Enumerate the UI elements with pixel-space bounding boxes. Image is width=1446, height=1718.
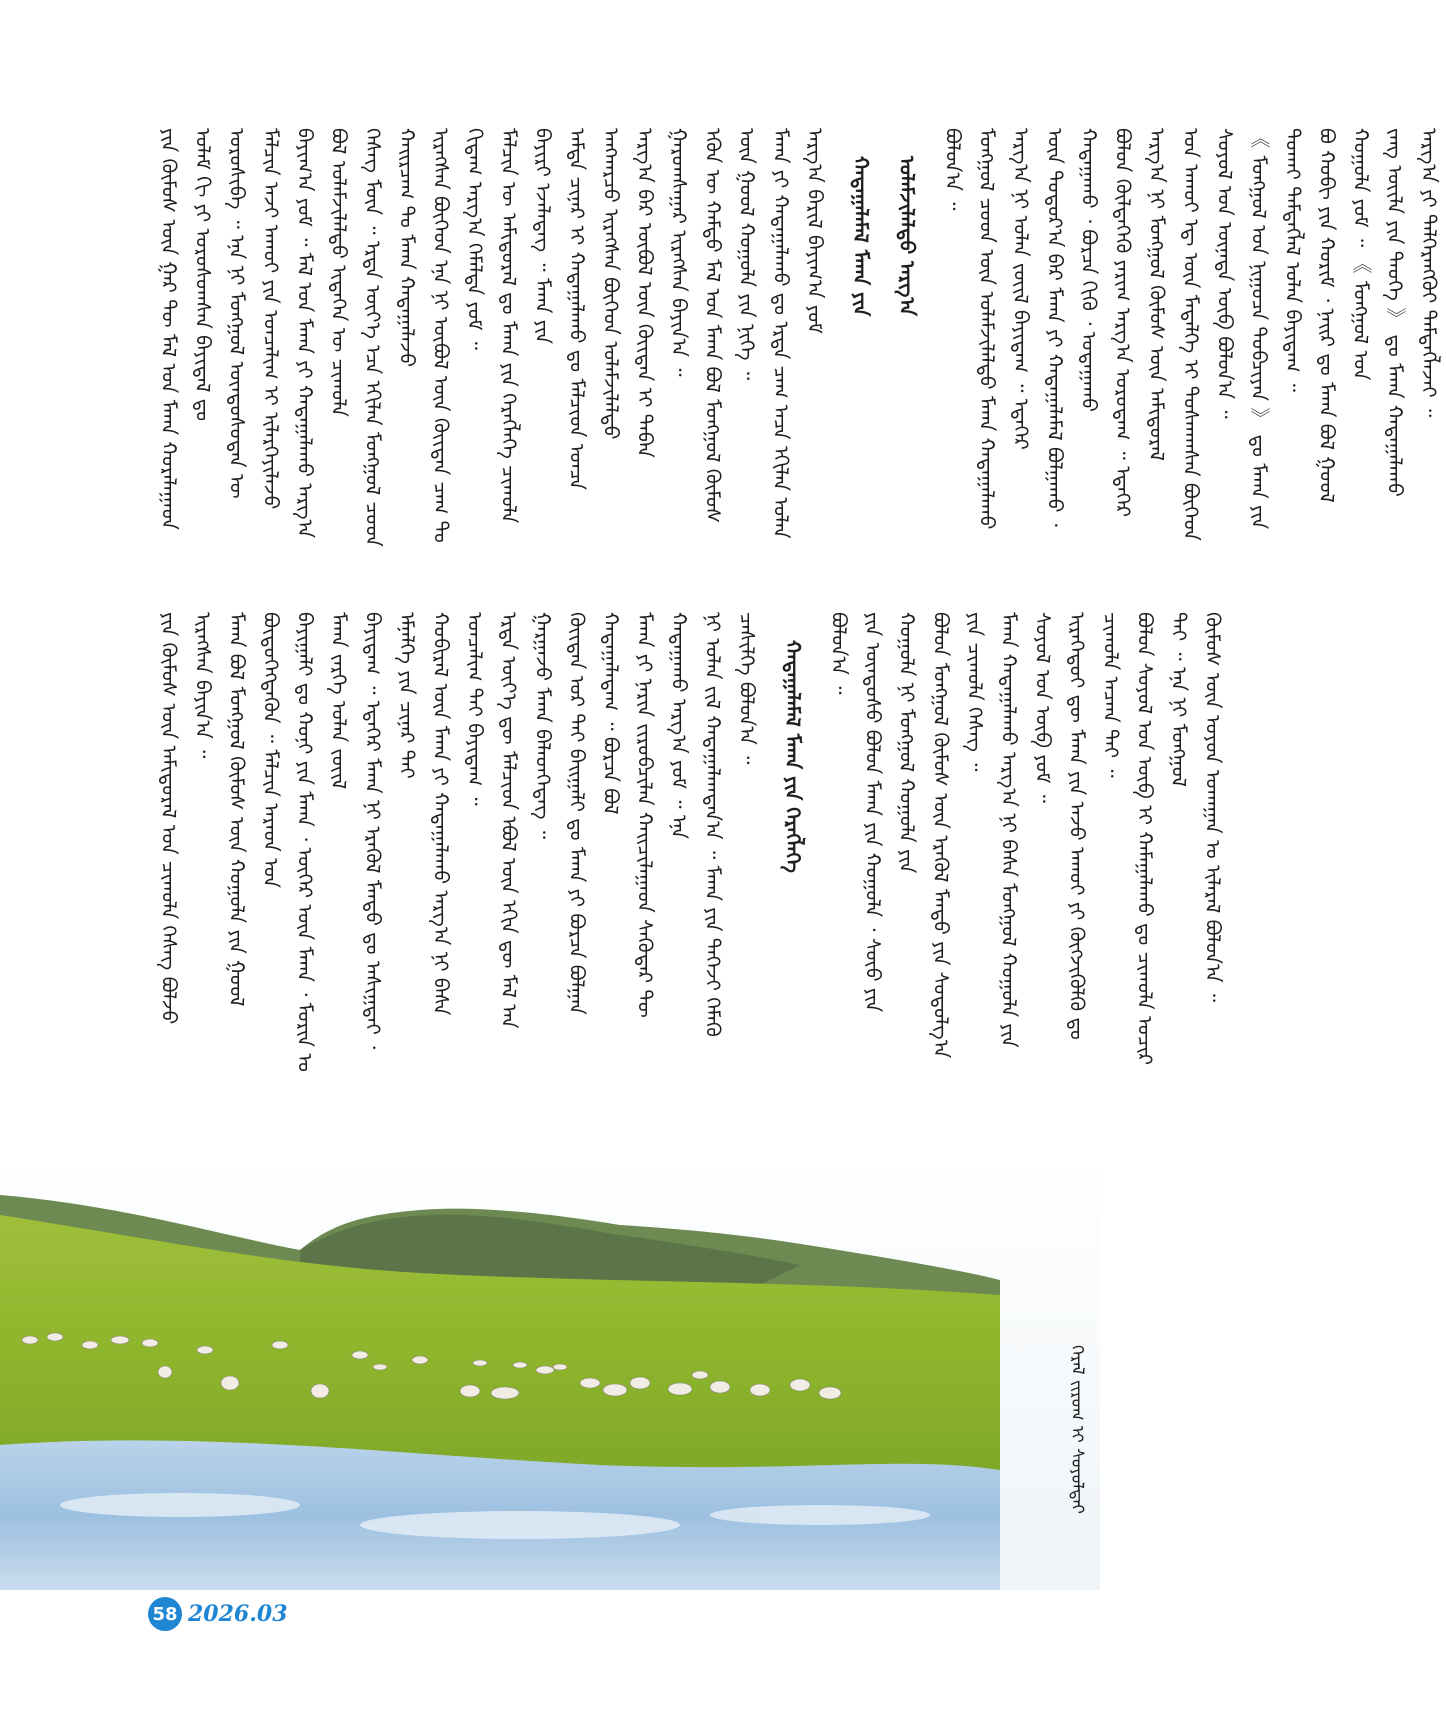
text-line: ᠨᠢ ᠣᠯᠠᠨ ᠵᠢᠯ ᠬᠠᠳᠠᠭᠠᠯᠠᠭᠳᠠᠨ᠎ᠠ ᠃ ᠮᠠᠬᠠ ᠶᠢᠨ ᠳᠡᠭᠡᠵᠢ ᠬᠡᠮᠡᠬᠦ ᠴᠡᠰᠢᠯᠭᠡ ᠪᠣᠯᠤᠨ᠎ᠠ ᠃ [701,612,759,1037]
text-line: ᠮᠠᠬᠠ ᠶᠢ ᠬᠠᠳᠠᠭᠠᠯᠠᠬᠤ ᠳᠤ ᠡᠷᠲᠡ ᠴᠠᠭ ᠠᠴᠠ ᠡᠬᠢᠯᠡᠨ ᠣᠯᠠᠨ ᠠᠷᠭ᠎ᠠ ᠪᠠᠷᠢᠯ ᠪᠠᠶᠢᠭ᠎ᠠ ᠶᠤᠮ [769,128,827,539]
text-line: ᠬᠦᠮᠦᠰ ᠦᠨ ᠣᠶᠤᠨ ᠤᠬᠠᠭᠠᠨ ᠤ ᠢᠯᠡᠷᠡᠯ ᠪᠣᠯᠤᠨ᠎ᠠ ᠃ [1201,612,1225,1003]
text-line: ᠪᠣᠯᠤᠨ᠎ᠠ ᠃ [827,612,851,695]
text-line: ᠮᠠᠬᠠ ᠪᠣᠯ ᠮᠣᠩᠭᠣᠯ ᠬᠦᠮᠦᠰ ᠦᠨ ᠬᠣᠭᠣᠯᠠ ᠶᠢᠨ ᠭᠣᠣᠯ ᠪᠦᠲᠦᠭᠡᠭᠳᠡᠬᠦᠨ ᠃ ᠮᠠᠯᠴᠢᠨ ᠠᠷᠠᠳ ᠤᠨ [225,612,283,1007]
text-line: ᠬᠡᠰᠡᠭ ᠮᠥᠨ ᠃ ᠡᠷᠲᠡ ᠦᠶ᠎ᠡ ᠡᠴᠡ ᠡᠬᠢᠯᠡᠨ ᠮᠣᠩᠭᠣᠯ ᠴᠤᠳ ᠬᠠᠢᠷᠴᠠᠭ ᠲᠤ ᠮᠠᠬᠠ ᠬᠠᠳᠠᠭᠠᠯᠠᠵᠤ [361,128,419,547]
text-line: ᠶᠢᠨ ᠬᠦᠮᠦᠰ ᠦᠨ ᠠᠮᠢᠳᠤᠷᠠᠯ ᠤᠨ ᠴᠢᠬᠤᠯᠠ ᠬᠡᠰᠡᠭ ᠪᠣᠯᠵᠤ ᠢᠷᠡᠭᠰᠡᠨ ᠪᠠᠶᠢᠨ᠎ᠠ ᠃ [157,612,215,1025]
text-line: ᠢᠷᠡᠭᠡᠳᠦᠢ ᠳᠦ ᠮᠠᠬᠠ ᠶᠢᠨ ᠠᠵᠤ ᠠᠬᠤᠢ ᠶᠢ ᠬᠥᠭᠵᠢᠭᠦᠯᠬᠦ ᠳᠤ ᠴᠢᠬᠤᠯᠠ ᠠᠴᠬᠠ ᠲᠠᠢ ᠃ [1065,612,1123,1040]
page-number-badge: 58 [148,1597,182,1631]
text-line: ᠪᠣᠯᠤᠨ᠎ᠠ ᠃ [941,128,965,211]
text-line: ᠣᠷᠣᠰᠢᠪᠠ ᠃ ᠡᠨᠡ ᠨᠢ ᠮᠣᠩᠭᠣᠯ ᠦᠨᠳᠦᠰᠦᠲᠡᠨ ᠦ ᠮᠠᠯᠴᠢᠨ ᠠᠵᠢ ᠠᠬᠤᠢ ᠶᠢᠨ ᠣᠨᠴᠠᠯᠢᠭ ᠢ ᠢᠯᠡᠷᠬᠡᠶᠢᠯᠡᠵᠦ [225,128,283,510]
text-line: ᠦᠨ ᠳᠣᠲᠣᠷ᠎ᠠ ᠪᠠᠷ ᠮᠠᠬᠠ ᠶᠢ ᠬᠠᠳᠠᠭᠠᠯᠠᠮᠠᠯ ᠪᠣᠯᠭᠠᠬᠤ ᠂ ᠬᠠᠲᠠᠭᠠᠬᠤ ᠂ ᠪᠣᠷᠴᠠ ᠬᠢᠬᠦ ᠂ ᠤᠲᠠᠭᠠᠬᠤ [1043,128,1101,527]
text-line: ᠮᠣᠩᠭᠣᠯ ᠴᠤᠳ ᠦᠨ ᠤᠯᠠᠮᠵᠢᠯᠠᠯᠳᠤ ᠮᠠᠬᠠ ᠬᠠᠳᠠᠭᠠᠯᠠᠬᠤ ᠠᠷᠭ᠎ᠠ ᠨᠢ ᠣᠯᠠᠨ ᠵᠦᠢᠯ ᠪᠠᠶᠢᠳᠠᠭ ᠃ ᠡᠳᠡᠭᠡᠷ [975,128,1033,530]
issue-label: 2026.03 [188,1601,288,1627]
text-line: ᠮᠠᠯᠴᠢᠨ ᠦ ᠠᠮᠢᠳᠤᠷᠠᠯ ᠳᠤ ᠮᠠᠬᠠ ᠶᠢᠨ ᠬᠡᠷᠡᠭᠯᠡᠭᠡ ᠴᠢᠬᠤᠯᠠ ᠪᠠᠶᠢᠷᠢ ᠡᠵᠡᠯᠡᠳᠡᠭ ᠃ ᠮᠠᠬᠠ ᠶᠢᠨ [497,128,555,524]
page-footer [148,1594,288,1634]
section-heading: ᠤᠯᠠᠮᠵᠢᠯᠠᠯᠳᠤ ᠠᠷᠭ᠎ᠠ [895,156,919,316]
text-line: ᠤᠨ ᠠᠬᠤᠢ ᠡᠳ᠋ ᠦᠨ ᠮᠡᠳᠡᠯᠭᠡ ᠢ ᠲᠤᠰᠬᠠᠭᠰᠠᠨ ᠪᠥᠭᠡᠳ ᠰᠣᠶᠣᠯ ᠤᠨ ᠦᠨᠡᠲᠡ ᠥᠪ ᠪᠣᠯᠤᠨ᠎ᠠ ᠃ [1179,128,1237,541]
text-line: ᠠᠮᠲᠠ ᠴᠢᠨᠠᠷ ᠢ ᠬᠠᠳᠠᠭᠠᠯᠠᠬᠤ ᠳᠤ ᠮᠠᠯᠴᠢᠳ ᠣᠨᠴᠠ ᠠᠩᠬᠠᠷᠴᠤ ᠢᠷᠡᠭᠰᠡᠨ ᠪᠥᠭᠡᠳ ᠤᠯᠠᠮᠵᠢᠯᠠᠯᠳᠤ [565,128,623,490]
photo-credit: ᠭᠡᠷᠡᠯ ᠵᠢᠷᠤᠭ ᠢ ᠰᠣᠶᠣᠯᠳᠠᠢ [1067,1345,1087,1514]
section-heading: ᠬᠠᠳᠠᠭᠠᠯᠠᠮᠠᠯ ᠮᠠᠬᠠ ᠶᠢᠨ [849,156,873,317]
text-line: ᠪᠣᠯᠤᠨ ᠰᠣᠶᠣᠯ ᠤᠨ ᠥᠪ ᠢ ᠬᠠᠮᠠᠭᠠᠯᠠᠬᠤ ᠳᠤ ᠴᠢᠬᠤᠯᠠ ᠤᠴᠢᠷ ᠲᠠᠢ ᠃ ᠡᠨᠡ ᠨᠢ ᠮᠣᠩᠭᠣᠯ [1133,612,1191,1066]
text-line: ᠪᠠᠶᠢᠳᠠᠭ ᠃ ᠡᠳᠡᠭᠡᠷ ᠮᠠᠬᠠ ᠨᠢ ᠡᠷᠡᠭᠦᠯ ᠮᠡᠨᠳᠦ ᠳᠤ ᠠᠰᠢᠭ᠋ᠲᠠᠢ ᠂ ᠡᠮᠨᠡᠯᠭᠡ ᠶᠢᠨ ᠴᠢᠨᠠᠷ ᠲᠠᠢ [361,612,419,1050]
text-line: ᠵᠠᠩ ᠦᠢᠯᠡ ᠶᠢᠨ ᠲᠡᠦᠬᠡ 》 ᠳᠤ ᠮᠠᠬᠠ ᠬᠠᠳᠠᠭᠠᠯᠠᠬᠤ ᠠᠷᠭ᠎ᠠ ᠶᠢ ᠳᠡᠯᠭᠡᠷᠡᠩᠭᠦᠢ ᠲᠡᠮᠳᠡᠭᠯᠡᠵᠡᠢ ᠃ [1383,128,1441,497]
text-line: ᠪᠣᠯᠤᠨ ᠮᠣᠩᠭᠣᠯ ᠬᠦᠮᠦᠰ ᠦᠨ ᠡᠷᠡᠭᠦᠯ ᠮᠡᠨᠳᠦ ᠶᠢᠨ ᠰᠤᠳᠤᠯᠭ᠎ᠠ ᠶᠢᠨ ᠴᠢᠬᠤᠯᠠ ᠬᠡᠰᠡᠭ ᠃ [929,612,987,1059]
text-line: ᠡᠷᠲᠡ ᠦᠶ᠎ᠡ ᠳᠦ ᠮᠠᠯᠴᠢᠳ ᠡᠪᠦᠯ ᠦᠨ ᠡᠬᠢᠨ ᠳᠦ ᠮᠠᠯ ᠠᠨ ᠭᠠᠷᠭᠠᠵᠤ ᠮᠠᠬᠠ ᠪᠡᠯᠡᠳᠬᠡᠳᠡᠭ ᠃ [497,612,555,1029]
section-heading: ᠬᠠᠳᠠᠭᠠᠯᠠᠮᠠᠯ ᠮᠠᠬᠠ ᠶᠢᠨ ᠬᠡᠷᠡᠭᠯᠡᠭᠡ [781,640,805,873]
middle-text-block [152,612,1225,1082]
grassland-sheep-photo [0,1155,1100,1590]
text-line: ᠬᠦᠢᠲᠡᠨ ᠤᠷ ᠲᠠᠢ ᠪᠠᠢᠭᠠᠯᠢ ᠳᠤ ᠮᠠᠬᠠ ᠶᠢ ᠪᠣᠷᠴᠠ ᠪᠣᠯᠭᠠᠨ ᠬᠠᠳᠠᠭᠠᠯᠠᠳᠠᠭ ᠃ ᠪᠣᠷᠴᠠ ᠪᠣᠯ [565,612,623,1015]
text-line: ᠪᠣ ᠬᠤᠪᠢ ᠶᠢᠨ ᠬᠤᠷᠢᠮ ᠂ ᠨᠠᠢᠷ ᠳᠤ ᠮᠠᠬᠠ ᠪᠣᠯ ᠭᠣᠣᠯ ᠬᠣᠭᠣᠯᠠ ᠶᠤᠮ ᠃ 《 ᠮᠣᠩᠭᠣᠯ ᠤᠨ [1315,128,1373,503]
text-line: ᠪᠠᠶᠢᠭᠠᠯᠢ ᠳᠤ ᠬᠣᠨᠢ ᠶᠢᠨ ᠮᠠᠬᠠ ᠂ ᠦᠬᠡᠷ ᠦᠨ ᠮᠠᠬᠠ ᠂ ᠮᠣᠷᠢᠨ ᠤ ᠮᠠᠬᠠ ᠵᠡᠷᠭᠡ ᠣᠯᠠᠨ ᠵᠦᠢᠯ [293,612,351,1072]
text-line: ᠠᠷᠭ᠎ᠠ ᠪᠠᠷ ᠥᠪᠦᠯ ᠦᠨ ᠬᠦᠢᠲᠡᠨ ᠢ ᠳᠠᠪᠠᠨ ᠭᠠᠷᠤᠭᠰᠠᠭᠠᠷ ᠢᠷᠡᠭᠰᠡᠨ ᠪᠠᠶᠢᠨ᠎ᠠ ᠃ [633,128,691,458]
text-line: ᠪᠤᠯᠤᠨ ᠬᠥᠯᠳᠡᠭᠡᠬᠦ ᠶᠠᠷᠢᠭ ᠠᠷᠭ᠎ᠠ ᠣᠷᠣᠳᠠᠭ ᠃ ᠡᠳᠡᠭᠡᠷ ᠠᠷᠭ᠎ᠠ ᠨᠢ ᠮᠣᠩᠭᠣᠯ ᠬᠦᠮᠦᠰ ᠦᠨ ᠠᠮᠢᠳᠤᠷᠠᠯ [1111,128,1169,518]
text-line: ᠪᠠᠶᠢᠭ᠎ᠠ ᠶᠤᠮ ᠃ ᠮᠠᠯ ᠤᠨ ᠮᠠᠬᠠ ᠶᠢ ᠬᠠᠳᠠᠭᠠᠯᠠᠬᠤ ᠠᠷᠭ᠎ᠠ ᠪᠣᠯ ᠤᠯᠠᠮᠵᠢᠯᠠᠯᠳᠤ ᠢᠳᠡᠭᠡᠨ ᠦ ᠴᠢᠬᠤᠯᠠ [293,128,351,539]
text-line: ᠶᠢᠨ ᠦᠨᠳᠦᠰᠦ ᠪᠣᠯᠤᠨ ᠮᠠᠬᠠ ᠶᠢᠨ ᠬᠣᠭᠣᠯᠠ ᠂ ᠰᠦᠦ ᠶᠢᠨ ᠬᠣᠭᠣᠯᠠ ᠨᠢ ᠮᠣᠩᠭᠣᠯ ᠬᠣᠭᠣᠯᠠ ᠶᠢᠨ [861,612,919,1013]
text-line: ᠶᠢᠨ ᠬᠦᠮᠦᠰ ᠦᠨ ᠭᠠᠷ ᠲᠦ ᠮᠠᠯ ᠤᠨ ᠮᠠᠬᠠ ᠬᠤᠷᠠᠯᠠᠭᠠᠳ ᠤᠯᠠᠮ ᠬᠢ ᠶᠢ ᠤᠷᠤᠰᠤᠭᠰᠠᠨ ᠪᠠᠶᠢᠳᠠᠯ ᠳᠤ [157,128,215,530]
upper-text-block [152,128,1441,548]
text-line: ᠡᠭᠦᠨ ᠦ ᠬᠠᠮᠲᠤ ᠮᠠᠯ ᠤᠨ ᠮᠠᠬᠠ ᠪᠣᠯ ᠮᠣᠩᠭᠣᠯ ᠬᠦᠮᠦᠰ ᠦᠨ ᠭᠣᠣᠯ ᠬᠣᠭᠣᠯᠠ ᠶᠢᠨ ᠨᠢᠭᠡ ᠃ [701,128,759,524]
text-line: ᠢᠷᠡᠭᠰᠡᠨ ᠪᠥᠭᠡᠳ ᠡᠨᠡ ᠨᠢ ᠥᠪᠦᠯ ᠦᠨ ᠬᠦᠢᠲᠡᠨ ᠴᠠᠭ ᠲᠤ ᠬᠢᠳᠠᠭ ᠠᠷᠭ᠎ᠠ ᠬᠡᠮᠡᠯᠲᠡ ᠶᠤᠮ ᠃ [429,128,487,543]
text-line: ᠬᠤᠪᠢᠷᠠᠯ ᠦᠨ ᠮᠠᠬᠠ ᠶᠢ ᠬᠠᠳᠠᠭᠠᠯᠠᠬᠤ ᠠᠷᠭ᠎ᠠ ᠨᠢ ᠪᠠᠰᠠ ᠣᠨᠴᠠᠯᠢᠭ ᠲᠠᠢ ᠪᠠᠶᠢᠳᠠᠭ ᠃ [429,612,487,1016]
text-line: ᠮᠠᠬᠠ ᠬᠠᠳᠠᠭᠠᠯᠠᠬᠤ ᠠᠷᠭ᠎ᠠ ᠨᠢ ᠪᠠᠰᠠ ᠮᠣᠩᠭᠣᠯ ᠬᠣᠭᠣᠯᠠ ᠶᠢᠨ ᠰᠣᠶᠣᠯ ᠤᠨ ᠥᠪ ᠶᠤᠮ ᠃ [997,612,1055,1048]
text-line: ᠮᠠᠬᠠ ᠶᠢ ᠨᠠᠷᠢᠨ ᠵᠢᠷᠤᠪᠴᠢᠯᠠᠨ ᠬᠠᠢᠴᠢᠯᠠᠭᠠᠳ ᠰᠡᠭᠦᠳᠡᠷ ᠲᠦ ᠬᠠᠲᠠᠭᠠᠬᠤ ᠠᠷᠭ᠎ᠠ ᠶᠤᠮ ᠃ ᠡᠨᠡ [633,612,691,1018]
text-line: 《 ᠮᠣᠩᠭᠣᠯ ᠤᠨ ᠨᠢᠭᠤᠴᠠ ᠲᠣᠪᠴᠢᠶᠠᠨ 》 ᠳᠤ ᠮᠠᠬᠠ ᠶᠢᠨ ᠲᠤᠬᠠᠢ ᠲᠡᠮᠳᠡᠭᠯᠡᠯ ᠣᠯᠠᠨ ᠪᠠᠶᠢᠳᠠᠭ ᠃ [1247,128,1305,530]
